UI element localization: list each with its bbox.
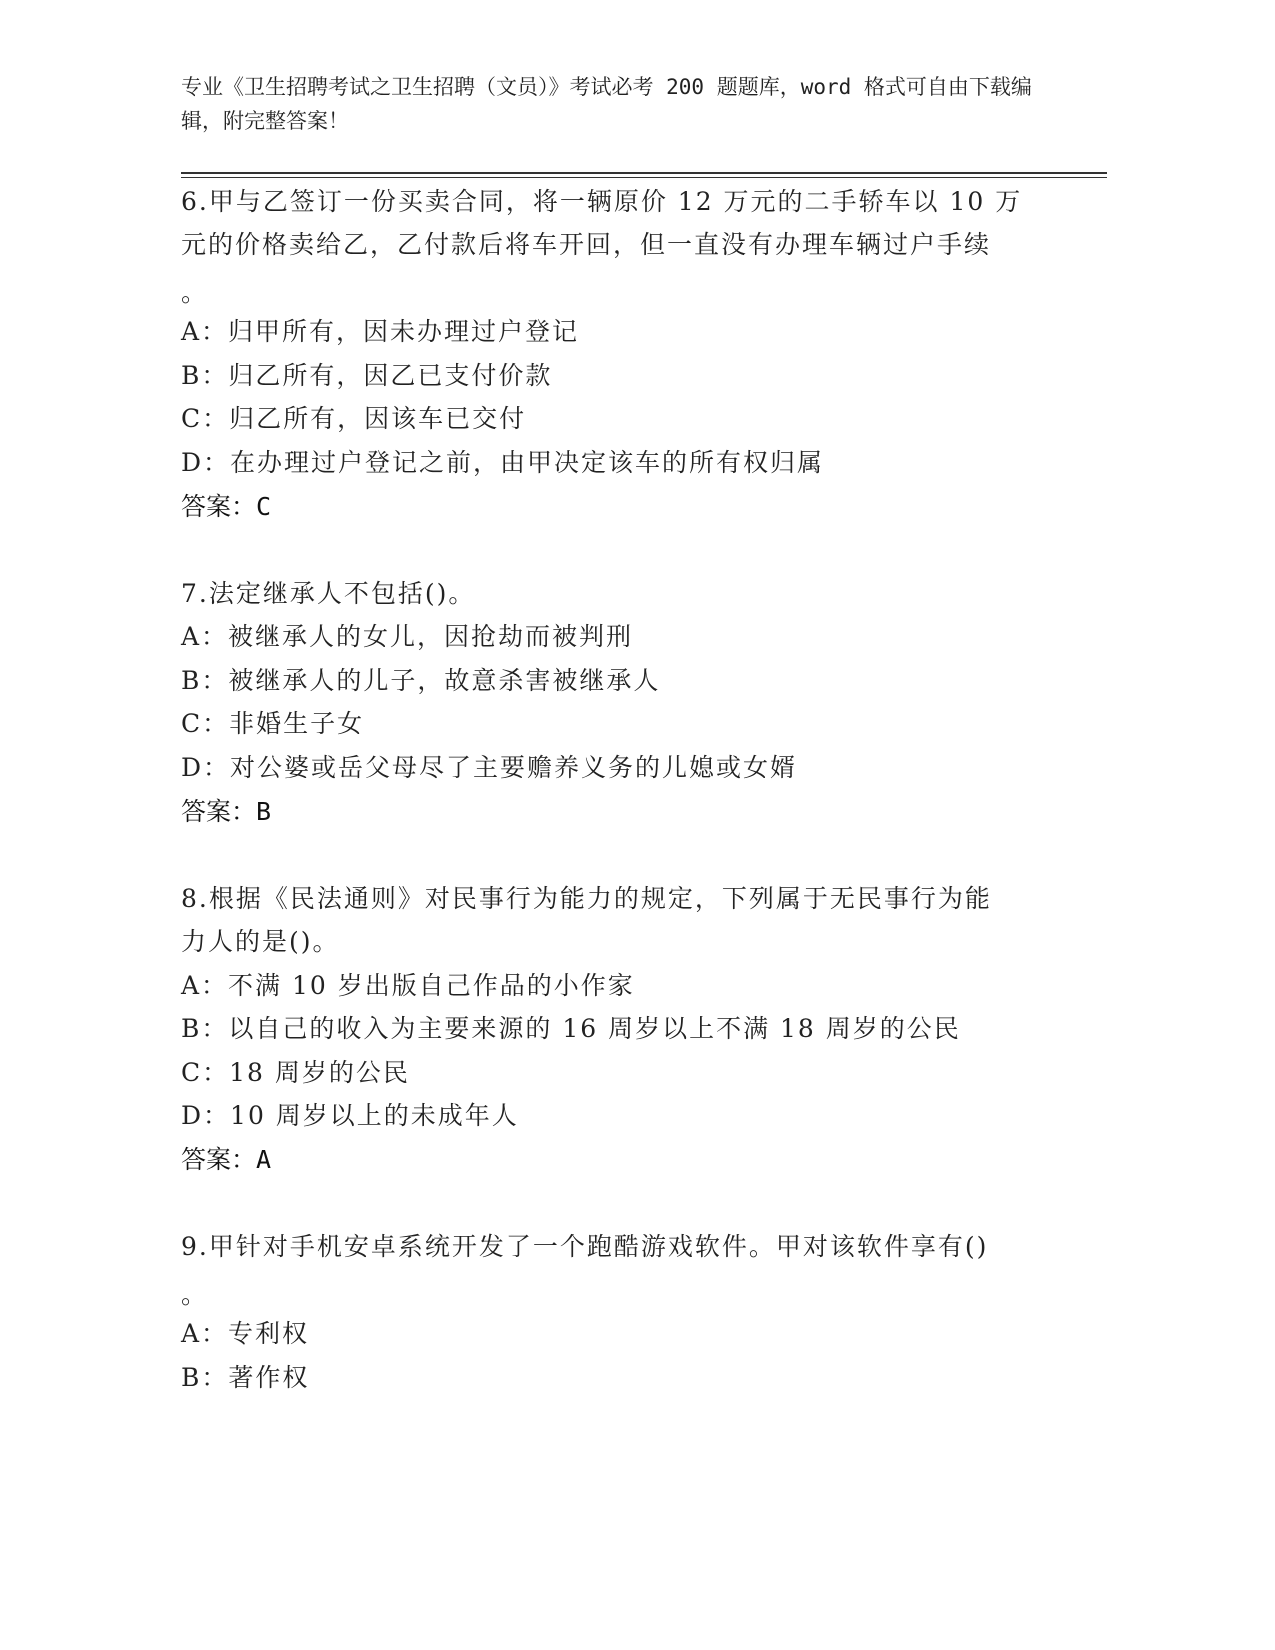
header-divider-thick (181, 172, 1107, 174)
question-9-option-a: A：专利权 (181, 1319, 310, 1348)
question-7-option-a: A：被继承人的女儿，因抢劫而被判刑 (181, 622, 634, 651)
question-8-option-b: B：以自己的收入为主要来源的 16 周岁以上不满 18 周岁的公民 (181, 1014, 961, 1043)
question-8-option-c: C：18 周岁的公民 (181, 1058, 410, 1087)
question-8-stem-line-1: 8.根据《民法通则》对民事行为能力的规定，下列属于无民事行为能 (181, 884, 992, 913)
question-9-stem-line-2: 。 (181, 1280, 209, 1309)
document-header: 专业《卫生招聘考试之卫生招聘（文员）》考试必考 200 题题库，word 格式可自由下载编辑，附完整答案！ (181, 75, 1032, 133)
question-7-stem-line-1: 7.法定继承人不包括()。 (181, 579, 476, 608)
question-6-stem-line-2: 元的价格卖给乙，乙付款后将车开回，但一直没有办理车辆过户手续 (181, 230, 992, 259)
question-8-answer: 答案：A (181, 1145, 272, 1174)
question-8-option-d: D：10 周岁以上的未成年人 (181, 1101, 519, 1130)
question-6-stem-line-3: 。 (181, 278, 209, 307)
question-6-option-c: C：归乙所有，因该车已交付 (181, 404, 527, 433)
header-divider-thin (181, 177, 1107, 178)
question-9-option-b: B：著作权 (181, 1363, 310, 1392)
question-8-stem-line-2: 力人的是()。 (181, 927, 340, 956)
question-8-option-a: A：不满 10 岁出版自己作品的小作家 (181, 971, 635, 1000)
question-7-option-b: B：被继承人的儿子，故意杀害被继承人 (181, 666, 661, 695)
question-6-option-d: D：在办理过户登记之前，由甲决定该车的所有权归属 (181, 448, 825, 477)
question-7-option-d: D：对公婆或岳父母尽了主要赡养义务的儿媳或女婿 (181, 753, 798, 782)
question-6-answer: 答案：C (181, 492, 272, 521)
question-9-stem-line-1: 9.甲针对手机安卓系统开发了一个跑酷游戏软件。甲对该软件享有() (181, 1232, 989, 1261)
question-6-option-a: A：归甲所有，因未办理过户登记 (181, 317, 580, 346)
question-6-option-b: B：归乙所有，因乙已支付价款 (181, 361, 553, 390)
question-7-option-c: C：非婚生子女 (181, 709, 365, 738)
question-6-stem-line-1: 6.甲与乙签订一份买卖合同，将一辆原价 12 万元的二手轿车以 10 万 (181, 187, 1023, 216)
question-7-answer: 答案：B (181, 797, 272, 826)
